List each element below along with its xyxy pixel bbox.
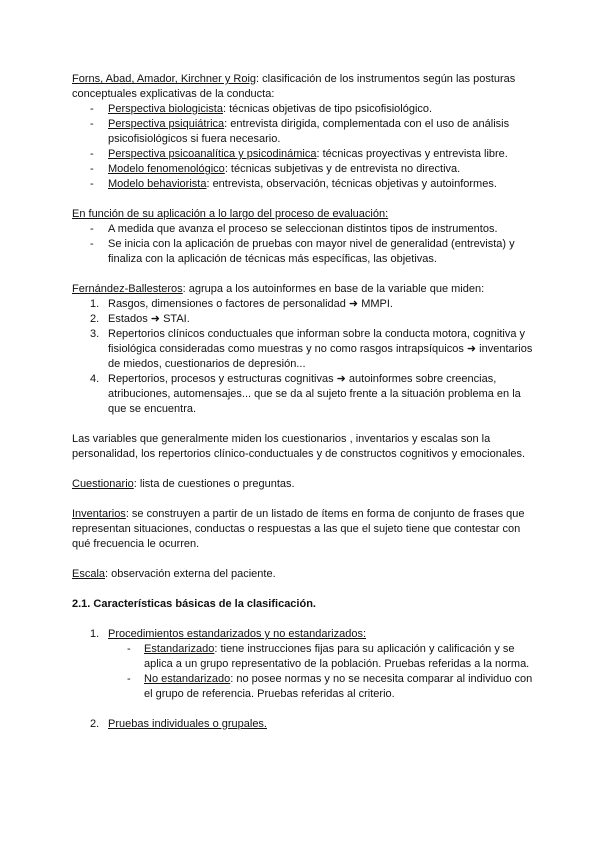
cuestionario-text: : lista de cuestiones o preguntas. [133,478,295,490]
intro-list [72,102,534,192]
item-text: : entrevista, observación, técnicas objetivas y autoinformes. [206,178,497,190]
intro-paragraph [72,72,534,102]
list-item [72,327,534,372]
escala-text: : observación externa del paciente. [105,568,276,580]
section-sublist [72,642,534,702]
escala-paragraph [72,567,534,582]
list-item [72,717,534,732]
inventarios-paragraph [72,507,534,552]
item-text: : no posee normas y no se necesita comparar al individuo con el grupo de referencia. Pruebas referidas al criterio. [144,673,533,700]
fernandez-paragraph [72,282,534,297]
item-number: 2. [90,313,100,325]
item-term: Perspectiva psiquiátrica [108,118,225,130]
list-item [72,312,534,327]
list-item [72,627,534,642]
aplicacion-list [72,222,534,267]
aplicacion-heading [72,207,534,222]
item-number: 1. [90,628,100,640]
item-term: Perspectiva biologicista [108,103,223,115]
list-item [72,117,534,147]
document-page [72,72,534,732]
inventarios-text: : se construyen a partir de un listado de ítems en forma de conjunto de frases que representan situaciones, conductas o respuestas a las que el sujeto tiene que contestar con qué frecuencia le ocurren. [72,508,525,550]
aplicacion-heading-text: En función de su aplicación a lo largo del proceso de evaluación: [72,208,389,220]
list-item: - Se inicia con la aplicación de pruebas con mayor nivel de generalidad (entrevista) y finaliza con la aplicación de técnicas más específicas, las objetivas. [72,237,534,267]
list-item [72,672,534,702]
item-text: Repertorios, procesos y estructuras cognitivas ➜ autoinformes sobre creencias, atribuciones, automensajes... que se da al sujeto frente a la situación problema en la que se encuentra. [108,373,521,415]
item-term: Perspectiva psicoanalítica y psicodinámica [108,148,317,160]
section-list-2 [72,717,534,732]
item-text: : técnicas objetivas de tipo psicofisiológico. [222,103,433,115]
item-term: Modelo behaviorista [108,178,207,190]
cuestionario-paragraph [72,477,534,492]
item-text: : técnicas subjetivas y de entrevista no directiva. [224,163,461,175]
cuestionario-term: Cuestionario [72,478,134,490]
item-title: Procedimientos estandarizados y no estandarizados: [108,628,367,640]
list-item [72,642,534,672]
item-text: : entrevista dirigida, complementada con el uso de análisis psicofisiológicos si fuera necesario. [108,118,510,145]
intro-authors: Forns, Abad, Amador, Kirchner y Roig [72,73,257,85]
item-text: Estados ➜ STAI. [108,313,190,325]
item-text: : técnicas proyectivas y entrevista libre. [316,148,508,160]
item-number: 4. [90,373,100,385]
item-number: 2. [90,718,100,730]
item-title: Pruebas individuales o grupales. [108,718,267,730]
item-number: 3. [90,328,100,340]
list-item [72,372,534,417]
item-number: 1. [90,298,100,310]
escala-term: Escala [72,568,106,580]
item-term: Modelo fenomenológico [108,163,225,175]
variables-paragraph: Las variables que generalmente miden los cuestionarios , inventarios y escalas son la personalidad, los repertorios clínico-conductuales y de constructos cognitivos y emocionales. [72,433,526,460]
section-heading: 2.1. Características básicas de la clasificación. [72,598,316,610]
intro-text: : clasificación de los instrumentos según las posturas conceptuales explicativas de la conducta: [72,73,516,100]
item-text: Repertorios clínicos conductuales que informan sobre la conducta motora, cognitiva y fisiológica consideradas como muestras y no como rasgos intrapsíquicos ➜ inventarios de miedos, cuestionarios de depresión... [108,328,533,370]
fernandez-author: Fernández-Ballesteros [72,283,183,295]
list-item [72,162,534,177]
list-item [72,147,534,162]
inventarios-term: Inventarios [72,508,126,520]
item-text: : tiene instrucciones fijas para su aplicación y calificación y se aplica a un grupo representativo de la población. Pruebas referidas a la norma. [144,643,530,670]
section-list [72,627,534,642]
fernandez-list [72,297,534,417]
fernandez-text: : agrupa a los autoinformes en base de la variable que miden: [182,283,485,295]
list-item [72,177,534,192]
item-term: Estandarizado [144,643,215,655]
list-item [72,297,534,312]
item-text: Rasgos, dimensiones o factores de personalidad ➜ MMPI. [108,298,393,310]
list-item: - A medida que avanza el proceso se seleccionan distintos tipos de instrumentos. [72,222,534,237]
list-item [72,102,534,117]
item-term: No estandarizado [144,673,231,685]
